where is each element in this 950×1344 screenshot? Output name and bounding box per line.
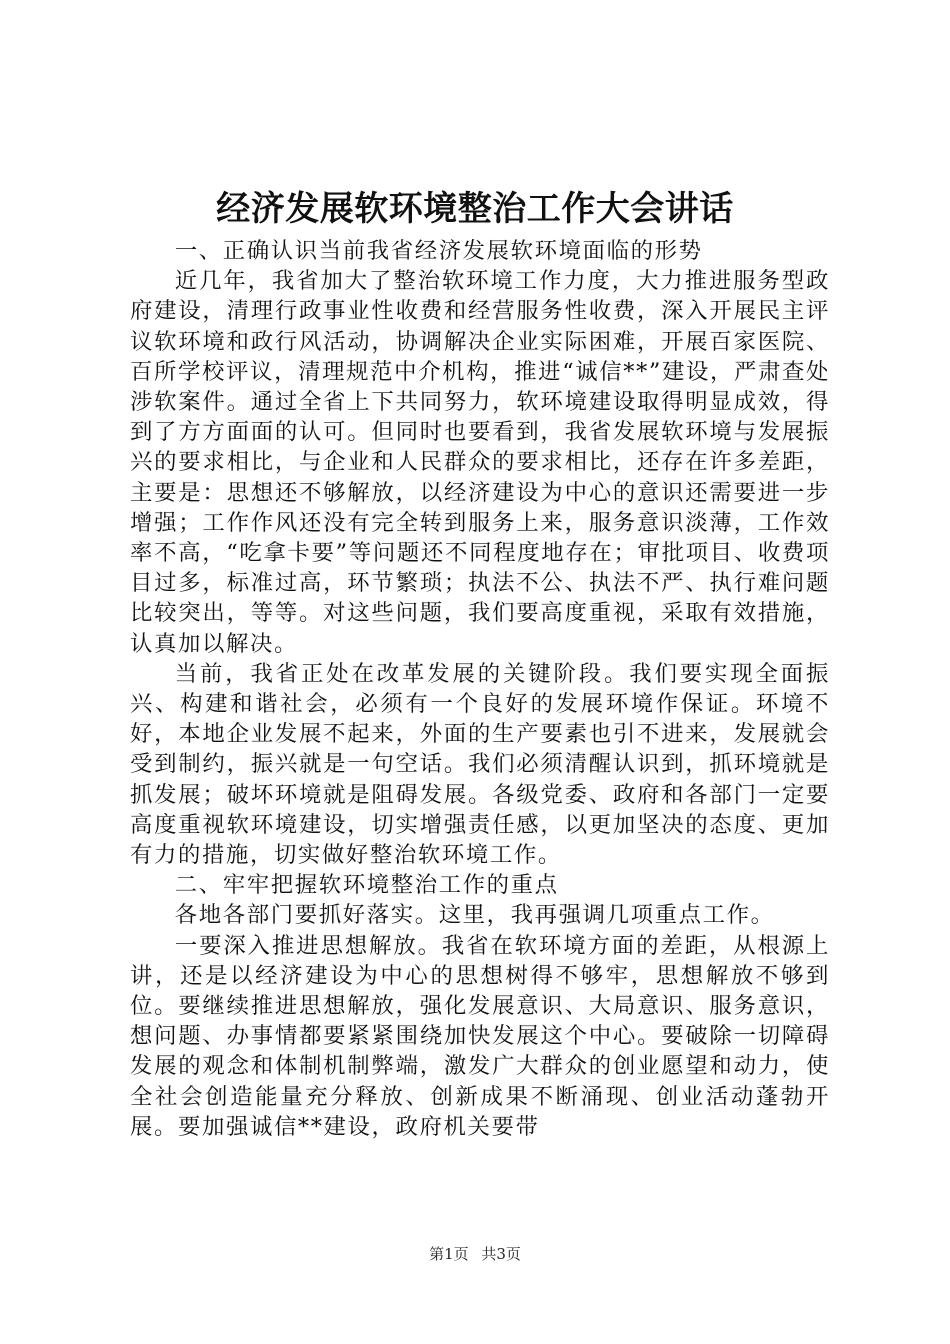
paragraph-2: 当前，我省正处在改革发展的关键阶段。我们要实现全面振兴、构建和谐社会，必须有一个良好的发展环境作保证。环境不好，本地企业发展不起来，外面的生产要素也引不进来，发展就会受到制约，振兴就是一句空话。我们必须清醒认识到，抓环境就是抓发展；破坏环境就是阻碍发展。各级党委、政府和各部门一定要高度重视软环境建设，切实增强责任感，以更加坚决的态度、更加有力的措施，切实做好整治软环境工作。 <box>130 660 830 869</box>
section-heading-1: 一、正确认识当前我省经济发展软环境面临的形势 <box>174 238 703 264</box>
paragraph-4: 一要深入推进思想解放。我省在软环境方面的差距，从根源上讲，还是以经济建设为中心的思想树得不够牢，思想解放不够到位。要继续推进思想解放，强化发展意识、大局意识、服务意识，想问题、办事情都要紧紧围绕加快发展这个中心。要破除一切障碍发展的观念和体制机制弊端，激发广大群众的创业愿望和动力，使全社会创造能量充分释放、创新成果不断涌现、创业活动蓬勃开展。要加强诚信**建设，政府机关要带 <box>130 932 830 1140</box>
document-body <box>130 236 830 1142</box>
paragraph-3: 各地各部门要抓好落实。这里，我再强调几项重点工作。 <box>174 902 775 929</box>
page-number: 第1页 <box>429 1245 469 1263</box>
paragraph-1: 近几年，我省加大了整治软环境工作力度，大力推进服务型政府建设，清理行政事业性收费和经营服务性收费，深入开展民主评议软环境和政行风活动，协调解决企业实际困难，开展百家医院、百所学校评议，清理规范中介机构，推进“诚信**”建设，严肃查处涉软案件。通过全省上下共同努力，软环境建设取得明显成效，得到了方方面面的认可。但同时也要看到，我省发展软环境与发展振兴的要求相比，与企业和人民群众的要求相比，还存在许多差距，主要是：思想还不够解放，以经济建设为中心的意识还需要进一步增强；工作作风还没有完全转到服务上来，服务意识淡薄，工作效率不高，“吃拿卡要”等问题还不同程度地存在；审批项目、收费项目过多，标准过高，环节繁琐；执法不公、执法不严、执行难问题比较突出，等等。对这些问题，我们要高度重视，采取有效措施，认真加以解决。 <box>130 268 830 657</box>
document-title: 经济发展软环境整治工作大会讲话 <box>216 189 734 229</box>
page-footer <box>0 1244 950 1264</box>
page-total: 共3页 <box>481 1245 521 1263</box>
section-heading-2: 二、牢牢把握软环境整治工作的重点 <box>174 872 559 899</box>
